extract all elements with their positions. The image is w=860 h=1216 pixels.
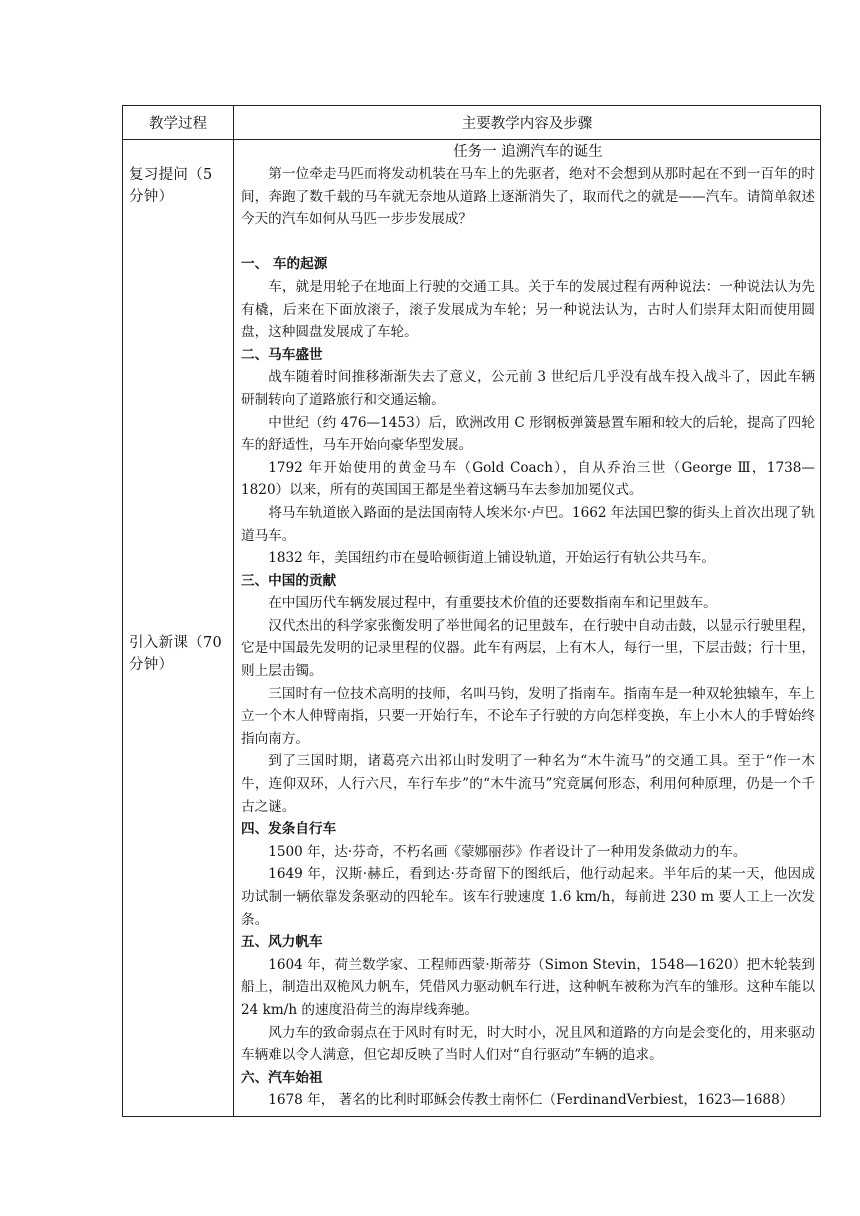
header-teaching-process: 教学过程 bbox=[123, 106, 234, 140]
paragraph: 车，就是用轮子在地面上行驶的交通工具。关于车的发展过程有两种说法：一种说法认为先有橇，后来在下面放滚子，滚子发展成为车轮；另一种说法认为，古时人们崇拜太阳而使用圆盘，这种圆盘发展成了车轮。 bbox=[241, 278, 815, 341]
paragraph: 到了三国时期，诸葛亮六出祁山时发明了一种名为“木牛流马”的交通工具。至于“作一木牛，连仰双环，人行六尺，车行车步”的“木牛流马”究竟属何形态，利用何种原理，仍是一个千古之谜。 bbox=[241, 753, 815, 815]
task-title: 任务一 追溯汽车的诞生 bbox=[453, 144, 603, 160]
paragraph: 将马车轨道嵌入路面的是法国南特人埃米尔·卢巴。1662 年法国巴黎的街头上首次出现了轨道马车。 bbox=[241, 504, 815, 544]
header-main-content: 主要教学内容及步骤 bbox=[234, 106, 821, 140]
paragraph: 汉代杰出的科学家张衡发明了举世闻名的记里鼓车，在行驶中自动击鼓，以显示行驶里程，它是中国最先发明的记录里程的仪器。此车有两层，上有木人，每行一里，下层击鼓；行十里，则上层击镯。 bbox=[241, 617, 815, 680]
blank-line bbox=[241, 231, 815, 254]
section-heading: 三、中国的贡献 bbox=[241, 572, 337, 589]
paragraph: 三国时有一位技术高明的技师，名叫马钧，发明了指南车。指南车是一种双轮独辕车，车上立一个木人伸臂南指，只要一开始行车，不论车子行驶的方向怎样变换，车上小木人的手臂始终指向南方。 bbox=[241, 685, 815, 747]
paragraph: 1500 年，达·芬奇，不朽名画《蒙娜丽莎》作者设计了一种用发条做动力的车。 bbox=[268, 843, 747, 860]
lesson-plan-table bbox=[122, 105, 821, 1117]
table-body-row bbox=[123, 140, 821, 1117]
section-heading: 四、发条自行车 bbox=[241, 821, 337, 838]
section-heading: 六、汽车始祖 bbox=[241, 1069, 323, 1086]
paragraph: 1678 年， 著名的比利时耶稣会传教士南怀仁（FerdinandVerbiest，1623—1688） bbox=[268, 1092, 794, 1109]
content-cell bbox=[234, 140, 821, 1117]
intro-paragraph: 第一位牵走马匹而将发动机装在马车上的先驱者，绝对不会想到从那时起在不到一百年的时间，奔跑了数千载的马车就无奈地从道路上逐渐消失了，取而代之的就是——汽车。请简单叙述今天的汽车如何从马匹一步步发展成？ bbox=[241, 166, 815, 228]
paragraph: 1649 年，汉斯·赫丘，看到达·芬奇留下的图纸后，他行动起来。半年后的某一天，他因成功试制一辆依靠发条驱动的四轮车。该车行驶速度 1.6 km/h，每前进 230 m 要人工上一次发条。 bbox=[241, 866, 815, 928]
paragraph: 中世纪（约 476—1453）后，欧洲改用 C 形钢板弹簧悬置车厢和较大的后轮，提高了四轮车的舒适性，马车开始向豪华型发展。 bbox=[241, 414, 815, 454]
paragraph: 1792 年开始使用的黄金马车（Gold Coach），自从乔治三世（George Ⅲ，1738—1820）以来，所有的英国国王都是坐着这辆马车去参加加冕仪式。 bbox=[241, 459, 815, 499]
stage-new-lesson-label: 引入新课（70 分钟） bbox=[129, 635, 223, 673]
paragraph: 战车随着时间推移渐渐失去了意义，公元前 3 世纪后几乎没有战车投入战斗了，因此车辆研制转向了道路旅行和交通运输。 bbox=[241, 369, 815, 408]
paragraph: 在中国历代车辆发展过程中，有重要技术价值的还要数指南车和记里鼓车。 bbox=[268, 595, 717, 612]
stage-review-label: 复习提问（5 分钟） bbox=[129, 167, 213, 205]
paragraph: 风力车的致命弱点在于风时有时无，时大时小，况且风和道路的方向是会变化的，用来驱动车辆难以令人满意，但它却反映了当时人们对“自行驱动”车辆的追求。 bbox=[241, 1024, 815, 1064]
section-heading: 一、 车的起源 bbox=[241, 256, 328, 273]
section-heading: 五、风力帆车 bbox=[241, 934, 323, 951]
paragraph: 1604 年，荷兰数学家、工程师西蒙·斯蒂芬（Simon Stevin，1548—1620）把木轮装到船上，制造出双桅风力帆车，凭借风力驱动帆车行进，这种帆车被称为汽车的雏形。这种车能以 24 km/h 的速度沿荷兰的海岸线奔驰。 bbox=[241, 956, 815, 1018]
paragraph: 1832 年，美国纽约市在曼哈顿街道上铺设轨道，开始运行有轨公共马车。 bbox=[268, 550, 715, 567]
table-header-row bbox=[123, 106, 821, 140]
section-heading: 二、马车盛世 bbox=[241, 346, 323, 363]
stage-column bbox=[123, 140, 234, 1117]
